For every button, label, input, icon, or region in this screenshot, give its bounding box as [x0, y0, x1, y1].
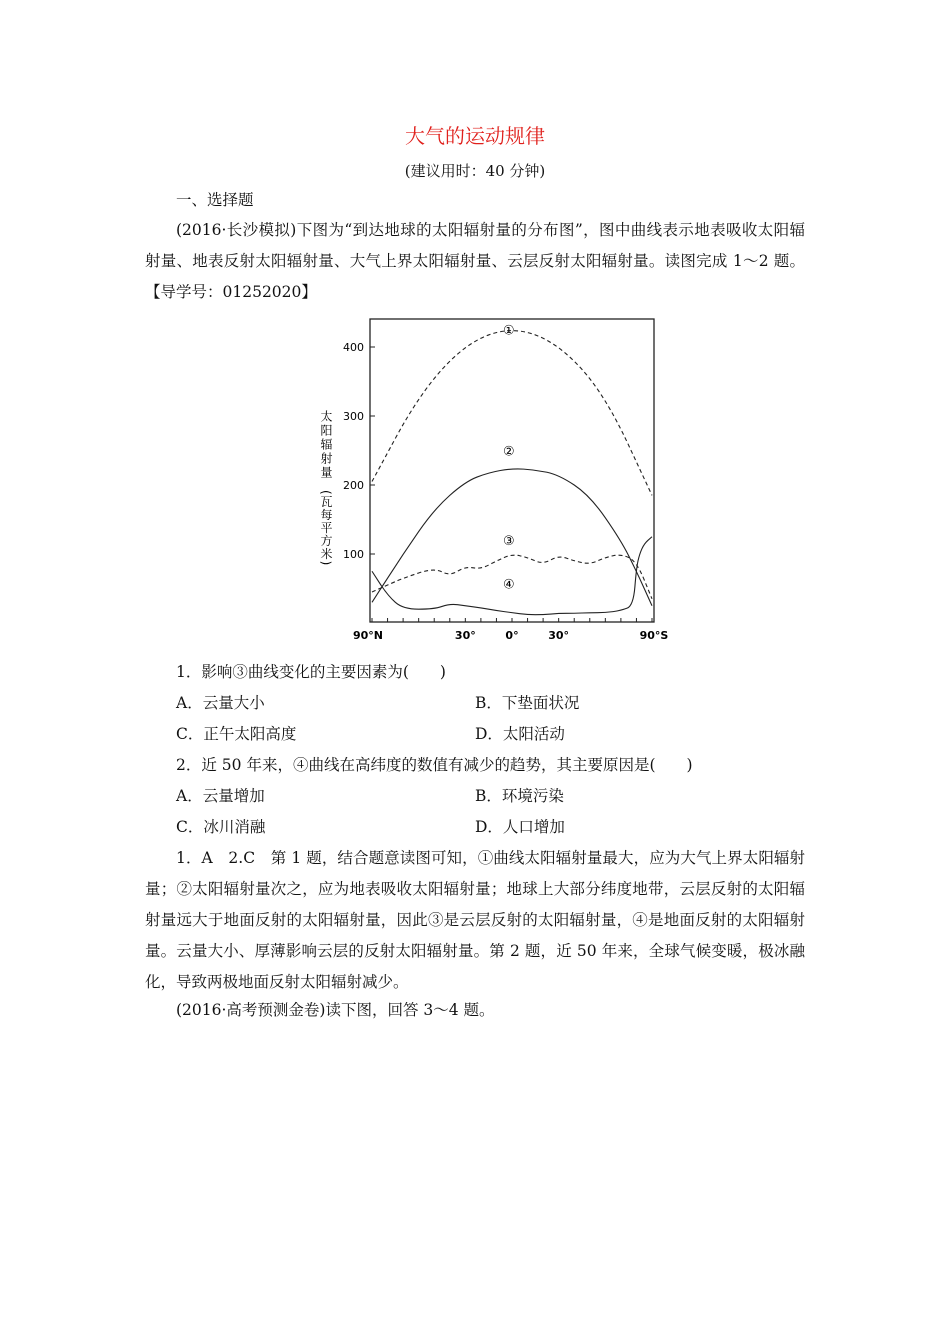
question-1-stem: 1．影响③曲线变化的主要因素为( ): [176, 663, 446, 681]
y-tick-label: 400: [343, 341, 364, 354]
series-group: [372, 324, 652, 615]
radiation-chart: [300, 312, 670, 650]
series-label: ①: [503, 323, 515, 339]
section-heading: 一、选择题: [176, 191, 254, 209]
x-tick-label: 90°N: [352, 629, 384, 642]
question-1-option-b: B．下垫面状况: [475, 694, 580, 712]
answer-explanation: 1．A 2.C 第 1 题，结合题意读图可知，①曲线太阳辐射量最大，应为大气上界太阳辐射量；②太阳辐射量次之，应为地表吸收太阳辐射量；地球上大部分纬度地带，云层反射的太阳辐射量远大于地面反射的太阳辐射量，因此③是云层反射的太阳辐射量，④是地面反射的太阳辐射量。云量大小、厚薄影响云层的反射太阳辐射量。第 2 题，近 50 年来，全球气候变暖，极冰融化，导致两极地面反射太阳辐射减少。: [145, 849, 805, 991]
question-1-option-a: A．云量大小: [176, 694, 265, 712]
x-tick-label: 90°S: [639, 629, 669, 642]
series-label: ②: [503, 444, 515, 460]
y-axis-label: 太阳辐射量: [319, 410, 333, 480]
series-label: ④: [503, 577, 515, 593]
y-axis-unit: (瓦每平方米): [319, 490, 333, 567]
question-2-option-b: B．环境污染: [475, 787, 564, 805]
x-tick-label: 30°: [548, 629, 570, 642]
question-2-option-a: A．云量增加: [176, 787, 265, 805]
question-2-option-d: D．人口增加: [475, 818, 565, 836]
suggested-time: (建议用时：40 分钟): [404, 162, 546, 180]
next-intro: (2016·高考预测金卷)读下图，回答 3～4 题。: [176, 1001, 495, 1019]
question-2-stem: 2．近 50 年来，④曲线在高纬度的数值有减少的趋势，其主要原因是( ): [176, 756, 693, 774]
page-title: 大气的运动规律: [405, 124, 545, 148]
x-tick-label: 0°: [505, 629, 519, 642]
question-2-option-c: C．冰川消融: [176, 818, 266, 836]
intro-paragraph: (2016·长沙模拟)下图为“到达地球的太阳辐射量的分布图”，图中曲线表示地表吸收太阳辐射量、地表反射太阳辐射量、大气上界太阳辐射量、云层反射太阳辐射量。读图完成 1～2 题。【导学号：01252020】: [145, 221, 805, 301]
question-1-option-d: D．太阳活动: [475, 725, 565, 743]
y-tick-label: 200: [343, 479, 364, 492]
x-tick-label: 30°: [454, 629, 476, 642]
y-tick-label: 300: [343, 410, 364, 423]
series-label: ③: [503, 534, 515, 550]
y-tick-label: 100: [343, 548, 364, 561]
question-1-option-c: C．正午太阳高度: [176, 725, 297, 743]
series-toa-curve: [372, 331, 652, 496]
